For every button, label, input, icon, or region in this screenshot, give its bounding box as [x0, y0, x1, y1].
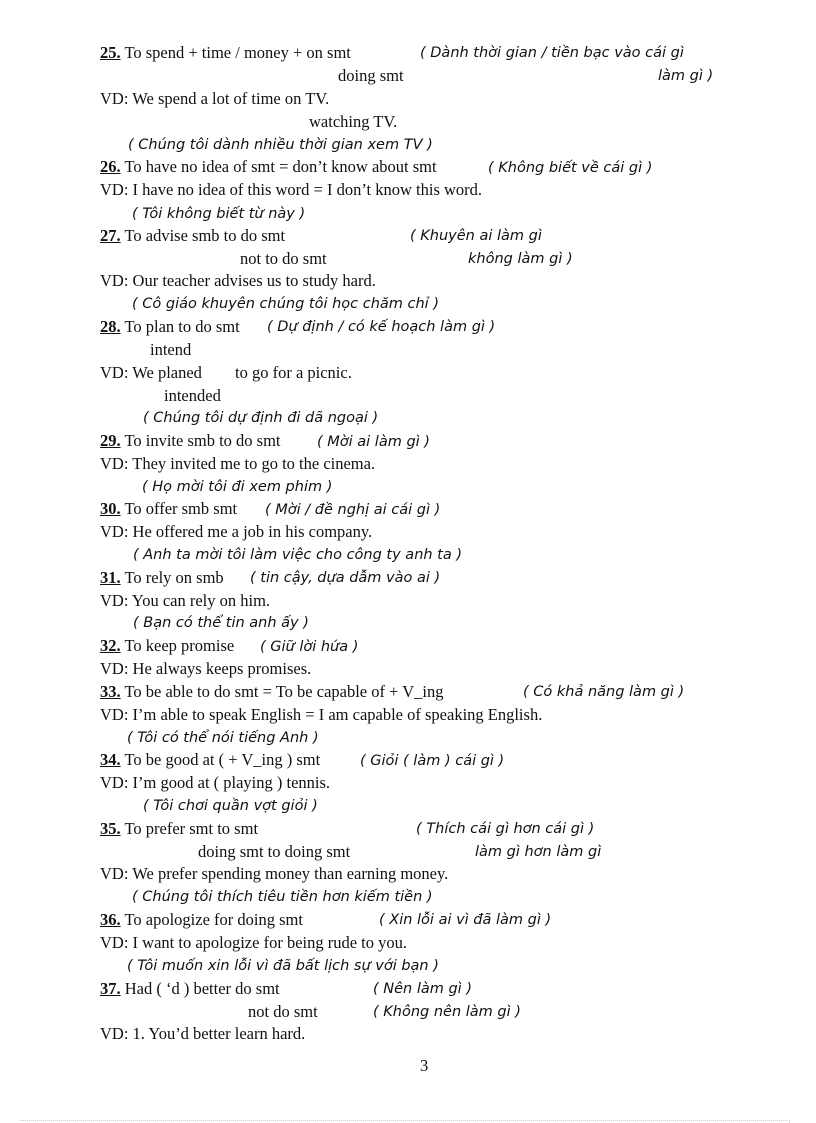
translation: ( Giữ lời hứa ): [260, 639, 359, 655]
entry-number: 30.: [100, 499, 121, 518]
example: VD: They invited me to go to the cinema.: [100, 454, 376, 473]
entry-number: 28.: [100, 317, 121, 336]
example-translation: ( Họ mời tôi đi xem phim ): [142, 479, 333, 495]
entry-34: [100, 750, 320, 770]
entry-28: [100, 317, 240, 337]
phrase-variant: not do smt: [248, 1002, 318, 1021]
example-translation: ( Chúng tôi dự định đi dã ngoại ): [143, 410, 379, 426]
phrase: To be able to do smt = To be capable of + V_ing: [124, 682, 444, 701]
example: VD: We spend a lot of time on TV.: [100, 89, 330, 108]
entry-25: [100, 43, 351, 63]
phrase-variant: not to do smt: [240, 249, 327, 268]
entry-number: 33.: [100, 682, 121, 701]
entry-35: [100, 819, 258, 839]
translation: ( tin cậy, dựa dẫm vào ai ): [250, 570, 441, 586]
translation-variant: làm gì hơn làm gì: [475, 844, 602, 860]
phrase: To plan to do smt: [124, 317, 240, 336]
entry-33: [100, 682, 444, 702]
example: VD: Our teacher advises us to study hard.: [100, 271, 376, 290]
phrase: To rely on smb: [124, 568, 224, 587]
phrase: To keep promise: [124, 636, 235, 655]
example-translation: ( Tôi có thể nói tiếng Anh ): [127, 730, 319, 746]
example-translation: ( Cô giáo khuyên chúng tôi học chăm chỉ ): [132, 296, 439, 312]
entry-32: [100, 636, 234, 656]
example: VD: He offered me a job in his company.: [100, 522, 373, 541]
translation-variant: làm gì ): [658, 68, 714, 84]
phrase: Had ( ‘d ) better do smt: [124, 979, 280, 998]
example-translation: ( Chúng tôi thích tiêu tiền hơn kiếm tiền ): [132, 889, 433, 905]
entry-number: 31.: [100, 568, 121, 587]
translation: ( Mời ai làm gì ): [317, 434, 430, 450]
example: VD: I’m able to speak English = I am capable of speaking English.: [100, 705, 543, 724]
phrase: To invite smb to do smt: [124, 431, 281, 450]
example-translation: ( Tôi muốn xin lỗi vì đã bất lịch sự với bạn ): [127, 958, 439, 974]
translation: ( Dành thời gian / tiền bạc vào cái gì: [420, 45, 684, 61]
entry-number: 29.: [100, 431, 121, 450]
translation: ( Giỏi ( làm ) cái gì ): [360, 753, 505, 769]
phrase: To advise smb to do smt: [124, 226, 286, 245]
phrase-variant: doing smt to doing smt: [198, 842, 351, 861]
example-translation: ( Chúng tôi dành nhiều thời gian xem TV ): [128, 137, 433, 153]
translation: ( Không biết về cái gì ): [488, 160, 653, 176]
translation: ( Nên làm gì ): [373, 981, 472, 997]
translation: ( Mời / đề nghị ai cái gì ): [265, 502, 441, 518]
example-translation: ( Tôi chơi quần vợt giỏi ): [143, 798, 318, 814]
phrase: To be good at ( + V_ing ) smt: [124, 750, 321, 769]
example: VD: I want to apologize for being rude to you.: [100, 933, 408, 952]
example: VD: I’m good at ( playing ) tennis.: [100, 773, 331, 792]
phrase: To spend + time / money + on smt: [124, 43, 351, 62]
example: VD: I have no idea of this word = I don’t know this word.: [100, 180, 483, 199]
phrase-variant: doing smt: [338, 66, 404, 85]
entry-27: [100, 226, 285, 246]
entry-number: 32.: [100, 636, 121, 655]
entry-number: 27.: [100, 226, 121, 245]
entry-number: 37.: [100, 979, 121, 998]
translation: ( Thích cái gì hơn cái gì ): [416, 821, 595, 837]
translation: ( Khuyên ai làm gì: [410, 228, 542, 244]
entry-30: [100, 499, 237, 519]
phrase-variant: intend: [150, 340, 192, 359]
translation-variant: ( Không nên làm gì ): [373, 1004, 521, 1020]
entry-number: 34.: [100, 750, 121, 769]
phrase: To offer smb smt: [124, 499, 238, 518]
page-bottom-rule: [20, 1120, 790, 1121]
entry-number: 36.: [100, 910, 121, 929]
example-translation: ( Bạn có thể tin anh ấy ): [133, 615, 309, 631]
translation-variant: không làm gì ): [468, 251, 573, 267]
entry-26: [100, 157, 437, 177]
example-continuation: to go for a picnic.: [235, 363, 352, 382]
phrase: To apologize for doing smt: [124, 910, 303, 929]
example-translation: ( Tôi không biết từ này ): [132, 206, 306, 222]
example: VD: He always keeps promises.: [100, 659, 312, 678]
example: VD: 1. You’d better learn hard.: [100, 1024, 306, 1043]
entry-number: 25.: [100, 43, 121, 62]
phrase: To have no idea of smt = don’t know about smt: [124, 157, 437, 176]
phrase: To prefer smt to smt: [124, 819, 259, 838]
example-variant: watching TV.: [309, 112, 398, 131]
entry-37: [100, 979, 280, 999]
entry-number: 26.: [100, 157, 121, 176]
example: VD: You can rely on him.: [100, 591, 271, 610]
example-translation: ( Anh ta mời tôi làm việc cho công ty anh ta ): [133, 547, 463, 563]
translation: ( Dự định / có kế hoạch làm gì ): [267, 319, 496, 335]
entry-31: [100, 568, 224, 588]
example: VD: We prefer spending money than earning money.: [100, 864, 449, 883]
entry-36: [100, 910, 303, 930]
example-variant: intended: [164, 386, 221, 405]
entry-number: 35.: [100, 819, 121, 838]
entry-29: [100, 431, 281, 451]
translation: ( Xin lỗi ai vì đã làm gì ): [379, 912, 552, 928]
page-number: 3: [420, 1056, 429, 1075]
translation: ( Có khả năng làm gì ): [523, 684, 685, 700]
example: VD: We planed: [100, 363, 202, 382]
